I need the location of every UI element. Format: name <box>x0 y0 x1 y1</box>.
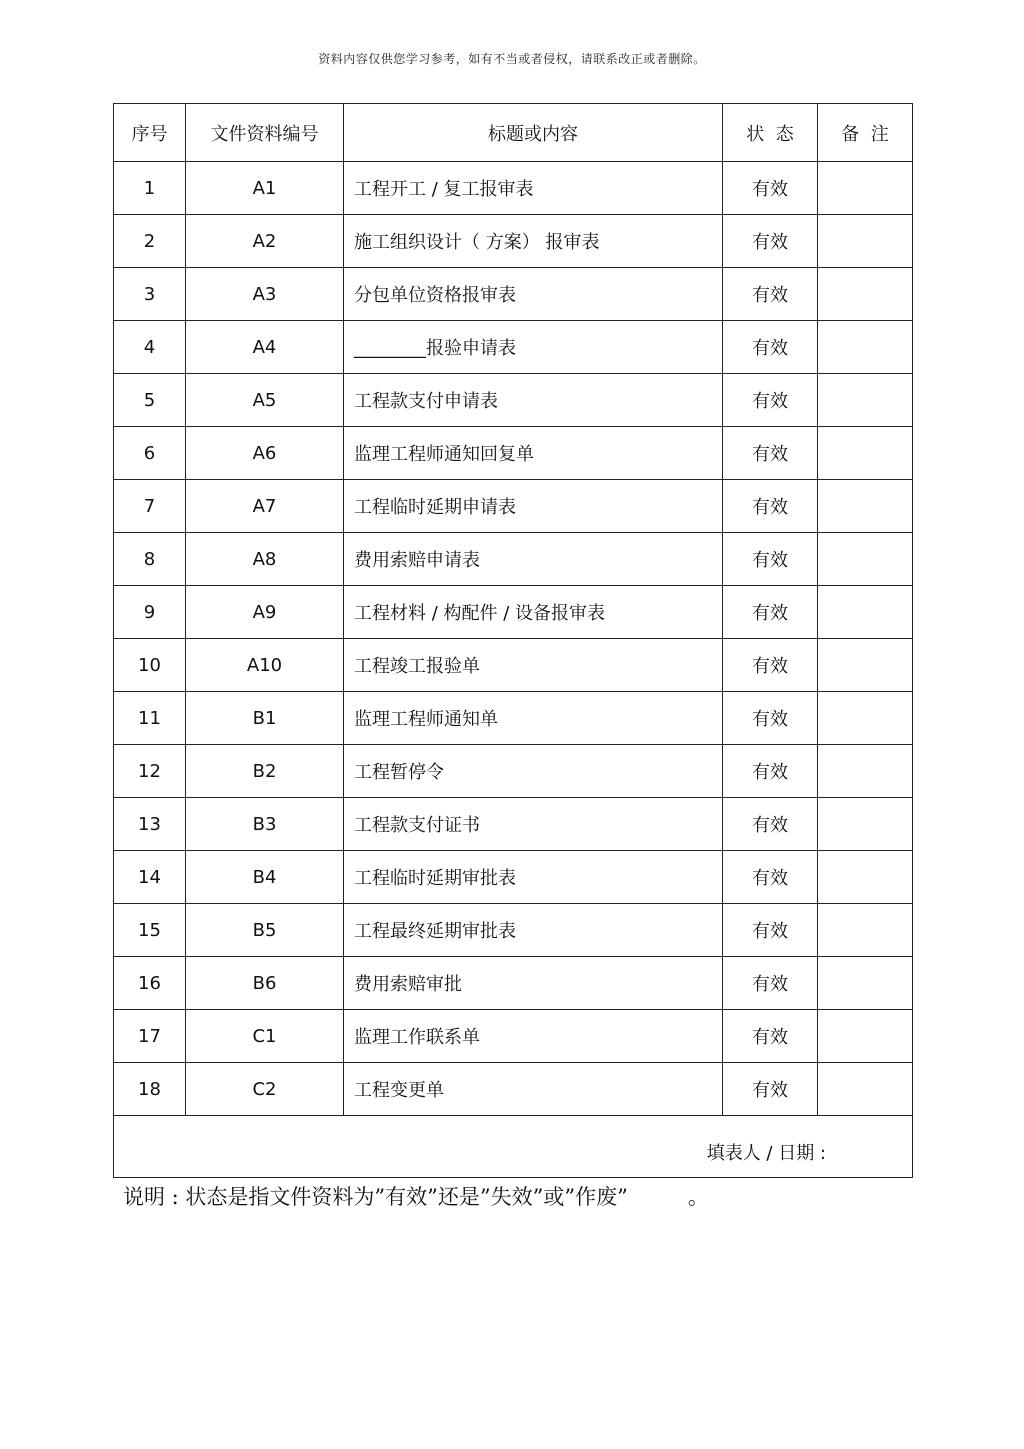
table-row <box>114 798 913 851</box>
document-status: 有效 <box>723 745 818 798</box>
document-status: 有效 <box>723 1010 818 1063</box>
document-code: A1 <box>186 162 344 215</box>
document-note <box>818 639 913 692</box>
document-code: B6 <box>186 957 344 1010</box>
document-note <box>818 798 913 851</box>
document-note <box>818 533 913 586</box>
table-row <box>114 692 913 745</box>
row-number: 5 <box>114 374 186 427</box>
row-number: 14 <box>114 851 186 904</box>
table-row <box>114 427 913 480</box>
document-status: 有效 <box>723 480 818 533</box>
document-code: A7 <box>186 480 344 533</box>
document-status: 有效 <box>723 215 818 268</box>
header-title: 标题或内容 <box>344 104 723 162</box>
table-row <box>114 321 913 374</box>
document-code: A2 <box>186 215 344 268</box>
document-code: B1 <box>186 692 344 745</box>
document-note <box>818 427 913 480</box>
document-status: 有效 <box>723 586 818 639</box>
document-code: A10 <box>186 639 344 692</box>
table-row <box>114 215 913 268</box>
table-row <box>114 1010 913 1063</box>
row-number: 16 <box>114 957 186 1010</box>
document-code: A8 <box>186 533 344 586</box>
document-status: 有效 <box>723 427 818 480</box>
row-number: 1 <box>114 162 186 215</box>
document-code: A9 <box>186 586 344 639</box>
document-title: 监理工程师通知回复单 <box>344 427 723 480</box>
document-code: B5 <box>186 904 344 957</box>
document-title: 监理工程师通知单 <box>344 692 723 745</box>
table-row <box>114 162 913 215</box>
table-row <box>114 268 913 321</box>
document-code: B3 <box>186 798 344 851</box>
row-number: 9 <box>114 586 186 639</box>
table-row <box>114 533 913 586</box>
document-title: 工程材料 / 构配件 / 设备报审表 <box>344 586 723 639</box>
document-note <box>818 1063 913 1116</box>
status-explanation-note: 说明 : 状态是指文件资料为”有效”还是”失效”或”作废” 。 <box>123 1185 709 1209</box>
document-code: C1 <box>186 1010 344 1063</box>
document-title: 工程开工 / 复工报审表 <box>344 162 723 215</box>
row-number: 7 <box>114 480 186 533</box>
table-footer-row <box>114 1116 913 1178</box>
document-status: 有效 <box>723 162 818 215</box>
row-number: 2 <box>114 215 186 268</box>
document-note <box>818 745 913 798</box>
row-number: 15 <box>114 904 186 957</box>
document-note <box>818 1010 913 1063</box>
document-code: C2 <box>186 1063 344 1116</box>
table-row <box>114 586 913 639</box>
document-code: A3 <box>186 268 344 321</box>
document-note <box>818 904 913 957</box>
document-title: 工程款支付申请表 <box>344 374 723 427</box>
table-header-row <box>114 104 913 162</box>
document-status: 有效 <box>723 374 818 427</box>
document-title: 施工组织设计（ 方案） 报审表 <box>344 215 723 268</box>
table-row <box>114 480 913 533</box>
document-code: A5 <box>186 374 344 427</box>
row-number: 4 <box>114 321 186 374</box>
document-note <box>818 957 913 1010</box>
document-note <box>818 374 913 427</box>
row-number: 17 <box>114 1010 186 1063</box>
table-row <box>114 374 913 427</box>
document-note <box>818 215 913 268</box>
document-title: 分包单位资格报审表 <box>344 268 723 321</box>
document-note <box>818 321 913 374</box>
document-status: 有效 <box>723 533 818 586</box>
document-note <box>818 162 913 215</box>
document-status: 有效 <box>723 957 818 1010</box>
document-code: A6 <box>186 427 344 480</box>
table-row <box>114 957 913 1010</box>
document-note <box>818 268 913 321</box>
document-title: 工程临时延期申请表 <box>344 480 723 533</box>
row-number: 3 <box>114 268 186 321</box>
document-status: 有效 <box>723 904 818 957</box>
header-code: 文件资料编号 <box>186 104 344 162</box>
document-code: A4 <box>186 321 344 374</box>
row-number: 8 <box>114 533 186 586</box>
filled-by-date: 填表人 / 日期 : <box>114 1116 913 1178</box>
document-register-table <box>113 103 913 1178</box>
watermark-notice: 资料内容仅供您学习参考，如有不当或者侵权，请联系改正或者删除。 <box>318 52 706 66</box>
document-title: 工程暂停令 <box>344 745 723 798</box>
document-title: ________报验申请表 <box>344 321 723 374</box>
document-title: 监理工作联系单 <box>344 1010 723 1063</box>
row-number: 13 <box>114 798 186 851</box>
document-status: 有效 <box>723 692 818 745</box>
document-title: 费用索赔申请表 <box>344 533 723 586</box>
document-status: 有效 <box>723 321 818 374</box>
document-title: 工程变更单 <box>344 1063 723 1116</box>
document-note <box>818 586 913 639</box>
table-row <box>114 745 913 798</box>
table-row <box>114 851 913 904</box>
header-note: 备 注 <box>818 104 913 162</box>
document-code: B4 <box>186 851 344 904</box>
row-number: 12 <box>114 745 186 798</box>
header-status: 状 态 <box>723 104 818 162</box>
table-row <box>114 1063 913 1116</box>
row-number: 6 <box>114 427 186 480</box>
document-title: 工程临时延期审批表 <box>344 851 723 904</box>
document-title: 工程最终延期审批表 <box>344 904 723 957</box>
document-note <box>818 692 913 745</box>
table-row <box>114 904 913 957</box>
document-code: B2 <box>186 745 344 798</box>
row-number: 10 <box>114 639 186 692</box>
document-status: 有效 <box>723 851 818 904</box>
document-status: 有效 <box>723 268 818 321</box>
document-title: 工程款支付证书 <box>344 798 723 851</box>
header-no: 序号 <box>114 104 186 162</box>
row-number: 18 <box>114 1063 186 1116</box>
row-number: 11 <box>114 692 186 745</box>
document-title: 工程竣工报验单 <box>344 639 723 692</box>
document-status: 有效 <box>723 798 818 851</box>
document-note <box>818 851 913 904</box>
document-status: 有效 <box>723 639 818 692</box>
document-note <box>818 480 913 533</box>
document-title: 费用索赔审批 <box>344 957 723 1010</box>
table-row <box>114 639 913 692</box>
document-status: 有效 <box>723 1063 818 1116</box>
